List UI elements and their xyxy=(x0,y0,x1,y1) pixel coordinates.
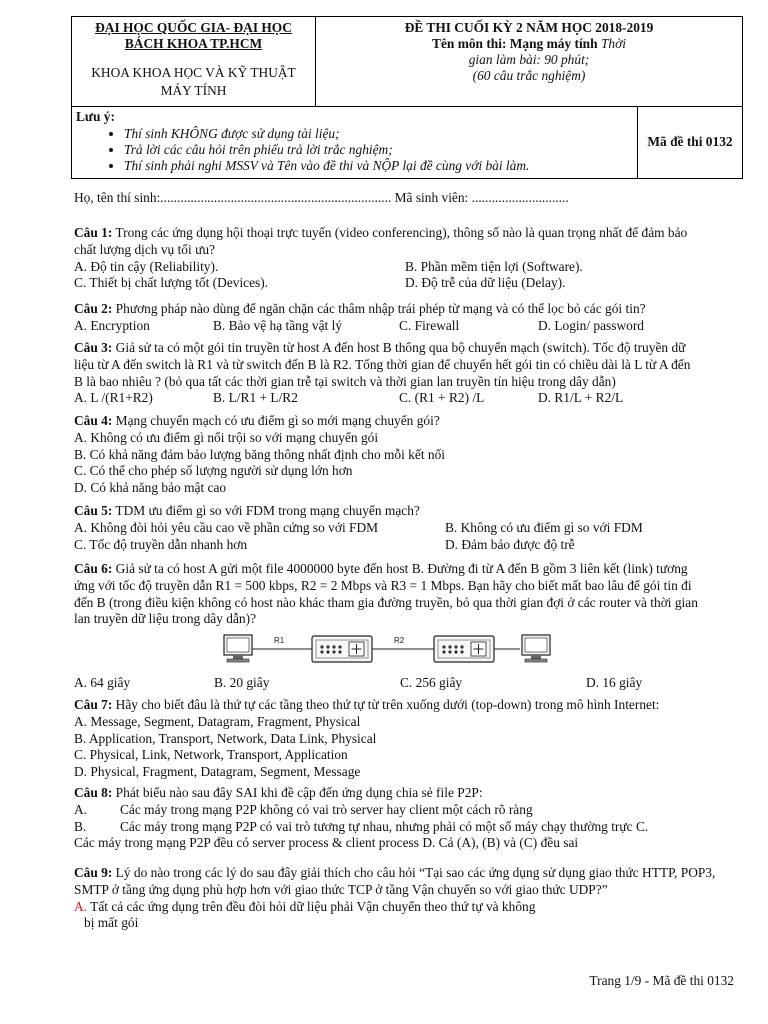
exam-time-b: gian làm bài: 90 phút; xyxy=(468,52,590,67)
question-8 xyxy=(74,785,738,852)
option-a-letter: A. xyxy=(74,898,88,914)
option-c: C. Thiết bị chất lượng tốt (Devices). xyxy=(74,275,269,291)
exam-code: Mã đề thi 0132 xyxy=(638,107,743,179)
question-4 xyxy=(74,413,738,497)
option-b: B. 20 giây xyxy=(214,675,270,690)
option-d: D. Đảm bảo được độ trễ xyxy=(445,536,575,552)
question-text: Giả sử ta có host A gửi một file 4000000 byte đến host B. Đường đi từ A đến B gồm 3 liên kết (link) tương xyxy=(112,561,688,576)
option-c: C. Có thể cho phép số lượng người sử dụng lớn hơn xyxy=(74,463,353,479)
option-c-d: Các máy trong mạng P2P đều có server process & client process D. Cả (A), (B) và (C) đều sai xyxy=(74,835,579,851)
question-label: Câu 1: xyxy=(74,225,113,240)
option-b: Các máy trong mạng P2P có vai trò tương tự nhau, nhưng phải có một số máy chạy thường trực C. xyxy=(120,818,649,834)
exam-title: ĐỀ THI CUỐI KỲ 2 NĂM HỌC 2018-2019 xyxy=(404,20,654,35)
option-c: C. Physical, Link, Network, Transport, Application xyxy=(74,747,348,763)
question-label: Câu 8: xyxy=(74,785,113,800)
university-line-1: ĐẠI HỌC QUỐC GIA- ĐẠI HỌC xyxy=(95,20,292,35)
option-row xyxy=(74,390,738,407)
question-8-stem xyxy=(74,785,738,802)
router-2-icon xyxy=(434,636,494,662)
option-row xyxy=(74,675,738,692)
router-1-icon xyxy=(312,636,372,662)
question-7 xyxy=(74,697,738,781)
question-label: Câu 2: xyxy=(74,301,113,316)
option-d: D. Có khả năng bảo mật cao xyxy=(74,480,227,496)
option-b: B. Không có ưu điểm gì so với FDM xyxy=(445,519,643,535)
exam-subject: Tên môn thi: Mạng máy tính xyxy=(432,36,598,51)
option-a xyxy=(74,899,738,916)
question-2 xyxy=(74,301,738,335)
faculty-line-2: MÁY TÍNH xyxy=(160,83,227,98)
question-label: Câu 3: xyxy=(74,340,113,355)
option-row xyxy=(74,537,738,554)
exam-question-count: (60 câu trắc nghiệm) xyxy=(472,68,586,83)
question-label: Câu 5: xyxy=(74,503,113,518)
option-c: C. Tốc độ truyền dẫn nhanh hơn xyxy=(74,536,248,552)
option-c: C. Firewall xyxy=(399,317,460,333)
question-9-stem xyxy=(74,865,738,882)
notes-cell xyxy=(72,107,638,179)
question-text: SMTP ở tầng ứng dụng phù hợp hơn với giao thức TCP ở tầng Vận chuyển so với giao thức UDP?” xyxy=(74,881,608,897)
option-d: D. Physical, Fragment, Datagram, Segment, Message xyxy=(74,764,361,780)
question-label: Câu 4: xyxy=(74,413,113,428)
question-text: TDM ưu điểm gì so với FDM trong mạng chuyển mạch? xyxy=(112,503,420,518)
notes-title: Lưu ý: xyxy=(76,109,115,124)
link-r1-label: R1 xyxy=(274,636,285,645)
option-b: B. L/R1 + L/R2 xyxy=(213,390,298,406)
question-3-stem xyxy=(74,340,738,357)
option-a: A. Độ tin cậy (Reliability). xyxy=(74,258,219,274)
option-d: D. Login/ password xyxy=(538,317,645,333)
link-r2-label: R2 xyxy=(394,636,405,645)
question-label: Câu 9: xyxy=(74,865,113,880)
faculty-line-1: KHOA KHOA HỌC VÀ KỸ THUẬT xyxy=(91,65,296,80)
exam-header-table xyxy=(71,16,743,179)
option-c: C. (R1 + R2) /L xyxy=(399,390,485,406)
option-row xyxy=(74,520,738,537)
host-b-computer-icon xyxy=(522,635,550,662)
question-5 xyxy=(74,503,738,553)
question-text: Phương pháp nào dùng để ngăn chặn các thâm nhập trái phép từ mạng và có thể lọc bỏ các gói tin? xyxy=(112,301,646,316)
option-a: A. Không đòi hỏi yêu cầu cao về phần cứng so với FDM xyxy=(74,519,379,535)
page-footer: Trang 1/9 - Mã đề thi 0132 xyxy=(589,973,734,988)
option-row xyxy=(74,275,738,292)
university-cell xyxy=(72,17,316,107)
question-1 xyxy=(74,225,738,292)
option-c: C. 256 giây xyxy=(400,675,463,690)
question-text: Phát biểu nào sau đây SAI khi đề cập đến ứng dụng chia sẻ file P2P: xyxy=(112,785,483,800)
question-text: Mạng chuyển mạch có ưu điểm gì so mới mạng chuyển gói? xyxy=(112,413,440,428)
option-a-text: Tất cả các ứng dụng trên đều đòi hỏi dữ liệu phải Vận chuyển theo thứ tự và không xyxy=(87,898,536,914)
question-2-stem xyxy=(74,301,738,318)
question-6-stem xyxy=(74,561,738,578)
question-5-stem xyxy=(74,503,738,520)
student-info-line: Họ, tên thí sinh:..................................................................... Mã sinh viên: ............................. xyxy=(74,190,569,205)
notes-list xyxy=(76,126,633,174)
option-a: A. Không có ưu điểm gì nổi trội so với mạng chuyển gói xyxy=(74,429,379,445)
option-row xyxy=(74,819,738,836)
exam-time-a: Thời xyxy=(600,36,626,51)
network-diagram xyxy=(218,630,554,670)
option-a: A. 64 giây xyxy=(74,675,131,690)
option-d: D. Độ trễ của dữ liệu (Delay). xyxy=(405,275,566,291)
option-b-letter: B. xyxy=(74,818,87,834)
question-text: lan truyền dữ liệu trong dây dẫn)? xyxy=(74,611,257,627)
university-line-2: BÁCH KHOA TP.HCM xyxy=(124,35,263,51)
note-item: • Trả lời các câu hỏi trên phiếu trả lời trắc nghiệm; xyxy=(124,142,633,158)
question-label: Câu 6: xyxy=(74,561,113,576)
option-a: A. Message, Segment, Datagram, Fragment, Physical xyxy=(74,713,361,729)
option-b: B. Phần mềm tiện lợi (Software). xyxy=(405,258,583,274)
note-item: • Thí sinh phải nghi MSSV và Tên vào đề thi và NỘP lại đề cùng với bài làm. xyxy=(124,158,633,174)
exam-subject-line xyxy=(316,36,742,52)
university-name xyxy=(72,17,315,51)
question-text: B là bao nhiêu ? (bỏ qua tất các thời gian trễ tại switch và thời gian lan truyền tín hiệu trong dây dẫn) xyxy=(74,373,616,389)
question-6-options xyxy=(74,675,738,692)
question-text: Trong các ứng dụng hội thoại trực tuyến (video conferencing), thông số nào là quan trọng nhất để đảm bảo xyxy=(112,225,688,240)
option-row xyxy=(74,802,738,819)
question-text: đến B (trong điều kiện không có host nào khác tham gia đường truyền, bỏ qua thời gian đợi ở các router và thời gian xyxy=(74,594,698,610)
question-3 xyxy=(74,340,738,407)
option-a: Các máy trong mạng P2P không có vai trò server hay client một cách rõ ràng xyxy=(120,801,533,817)
option-a: A. L /(R1+R2) xyxy=(74,390,153,406)
question-1-stem xyxy=(74,225,738,242)
exam-info-cell xyxy=(316,17,743,107)
question-label: Câu 7: xyxy=(74,697,113,712)
question-text: liệu từ A đến switch là R1 và từ switch đến B là R2. Tổng thời gian để chuyển hết gói tin có chiều dài là L từ A đến xyxy=(74,356,691,372)
option-b: B. Bảo vệ hạ tầng vật lý xyxy=(213,317,343,333)
question-6 xyxy=(74,561,738,628)
host-a-computer-icon xyxy=(224,635,252,662)
question-text: Lý do nào trong các lý do sau đây giải thích cho câu hỏi “Tại sao các ứng dụng sử dụng giao thức HTTP, POP3, xyxy=(112,865,716,880)
option-d: D. 16 giây xyxy=(586,675,643,690)
option-row xyxy=(74,318,738,335)
note-item: • Thí sinh KHÔNG được sử dụng tài liệu; xyxy=(124,126,633,142)
question-9 xyxy=(74,865,738,932)
option-b: B. Application, Transport, Network, Data Link, Physical xyxy=(74,730,377,746)
question-7-stem xyxy=(74,697,738,714)
question-text: ứng với tốc độ truyền dẫn R1 = 500 kbps, R2 = 2 Mbps và R3 = 1 Mbps. Bạn hãy cho biết mất bao lâu để gói tin đi xyxy=(74,577,692,593)
question-text: Giả sử ta có một gói tin truyền từ host A đến host B thông qua bộ chuyển mạch (switch). Tốc độ truyền dữ xyxy=(112,340,686,355)
option-d: D. R1/L + R2/L xyxy=(538,390,624,406)
option-a-continued: bị mất gói xyxy=(84,915,139,931)
faculty-name xyxy=(72,64,315,100)
question-text: Hãy cho biết đâu là thứ tự các tầng theo thứ tự từ trên xuống dưới (top-down) trong mô hình Internet: xyxy=(112,697,660,712)
option-a: A. Encryption xyxy=(74,317,150,333)
question-4-stem xyxy=(74,413,738,430)
option-b: B. Có khả năng đảm bảo lượng băng thông nhất định cho mỗi kết nối xyxy=(74,446,446,462)
question-text: chất lượng dịch vụ tối ưu? xyxy=(74,241,215,257)
option-row xyxy=(74,259,738,276)
option-a-letter: A. xyxy=(74,801,88,817)
